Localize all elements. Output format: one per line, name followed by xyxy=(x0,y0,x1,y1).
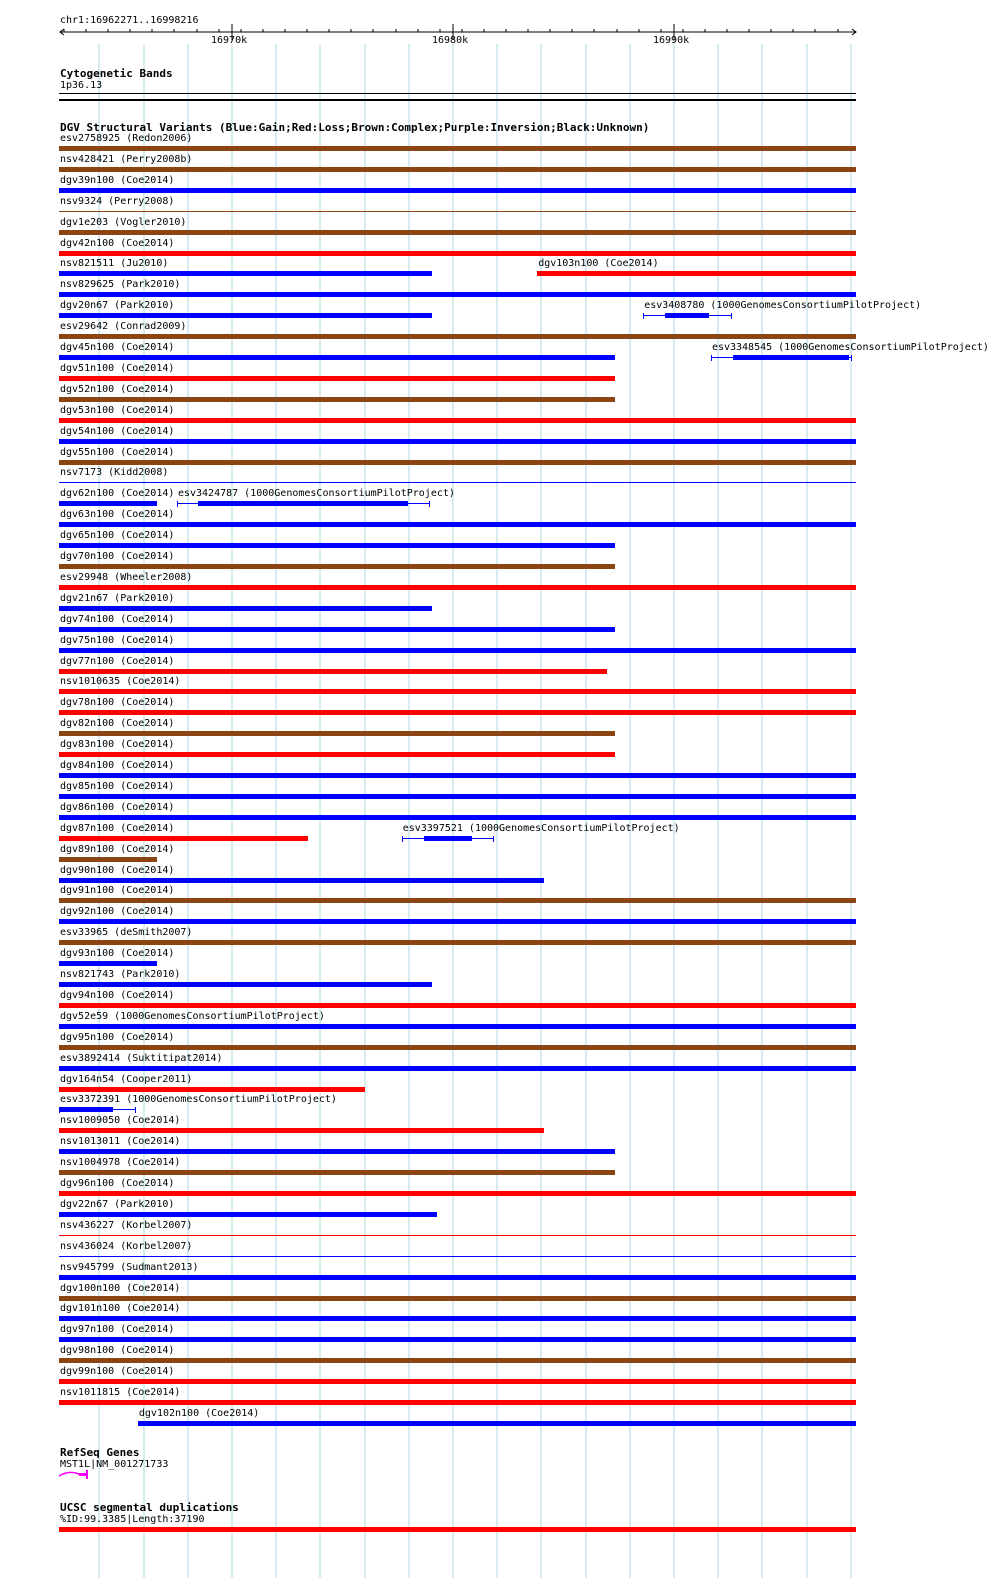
variant-bar-gain[interactable] xyxy=(59,878,544,883)
variant-label[interactable]: dgv42n100 (Coe2014) xyxy=(60,238,175,249)
variant-bar-complex[interactable] xyxy=(59,1358,856,1363)
variant-bar-loss[interactable] xyxy=(59,710,856,715)
variant-label[interactable]: dgv52n100 (Coe2014) xyxy=(60,384,175,395)
variant-label[interactable]: dgv84n100 (Coe2014) xyxy=(60,760,175,771)
variant-bar-loss[interactable] xyxy=(59,585,856,590)
variant-bar-gain[interactable] xyxy=(59,1107,113,1112)
variant-label[interactable]: dgv85n100 (Coe2014) xyxy=(60,781,175,792)
variant-label[interactable]: nsv1010635 (Coe2014) xyxy=(60,676,181,687)
variant-bar-loss[interactable] xyxy=(59,669,607,674)
variant-label[interactable]: nsv829625 (Park2010) xyxy=(60,279,181,290)
variant-bar-complex[interactable] xyxy=(59,146,856,151)
tick-label-16970k: 16970k xyxy=(211,35,248,46)
variant-label[interactable]: esv3397521 (1000GenomesConsortiumPilotProject) xyxy=(402,823,680,834)
variant-label[interactable]: nsv9324 (Perry2008) xyxy=(60,196,175,207)
variant-label[interactable]: esv3892414 (Suktitipat2014) xyxy=(60,1053,223,1064)
variant-bar-gain-start-cap xyxy=(643,313,644,319)
variant-bar-complex[interactable] xyxy=(59,211,856,212)
variant-label[interactable]: esv29948 (Wheeler2008) xyxy=(60,572,193,583)
variant-label[interactable]: dgv51n100 (Coe2014) xyxy=(60,363,175,374)
variant-bar-complex[interactable] xyxy=(59,334,856,339)
variant-label[interactable]: nsv7173 (Kidd2008) xyxy=(60,467,169,478)
tick-label-16980k: 16980k xyxy=(432,35,469,46)
variant-label[interactable]: dgv78n100 (Coe2014) xyxy=(60,697,175,708)
variant-bar-gain[interactable] xyxy=(59,773,856,778)
variant-bar-gain[interactable] xyxy=(59,1066,856,1071)
variant-bar-gain[interactable] xyxy=(59,1316,856,1321)
variant-bar-loss[interactable] xyxy=(59,376,615,381)
variant-label[interactable]: dgv102n100 (Coe2014) xyxy=(138,1408,260,1419)
variant-label[interactable]: dgv20n67 (Park2010) xyxy=(60,300,175,311)
variant-bar-complex[interactable] xyxy=(59,857,157,862)
variant-label[interactable]: dgv52e59 (1000GenomesConsortiumPilotProject) xyxy=(60,1011,325,1022)
variant-bar-gain[interactable] xyxy=(59,1256,856,1257)
variant-bar-gain[interactable] xyxy=(59,1212,437,1217)
cytoband-bar-top xyxy=(59,93,856,94)
variant-bar-complex[interactable] xyxy=(59,898,856,903)
variant-label[interactable]: dgv93n100 (Coe2014) xyxy=(60,948,175,959)
variant-label[interactable]: nsv1013011 (Coe2014) xyxy=(60,1136,181,1147)
variant-label[interactable]: esv33965 (deSmith2007) xyxy=(60,927,193,938)
variant-label[interactable]: dgv94n100 (Coe2014) xyxy=(60,990,175,1001)
variant-bar-gain[interactable] xyxy=(665,313,710,318)
variant-bar-gain[interactable] xyxy=(59,271,432,276)
variant-label[interactable]: dgv45n100 (Coe2014) xyxy=(60,342,175,353)
variant-bar-gain[interactable] xyxy=(59,543,615,548)
variant-bar-gain[interactable] xyxy=(59,606,432,611)
variant-label[interactable]: dgv53n100 (Coe2014) xyxy=(60,405,175,416)
variant-bar-gain-end-cap xyxy=(429,501,430,507)
variant-bar-gain-start-cap xyxy=(177,501,178,507)
variant-bar-gain[interactable] xyxy=(424,836,472,841)
variant-bar-loss[interactable] xyxy=(59,1379,856,1384)
variant-bar-loss[interactable] xyxy=(59,689,856,694)
variant-label[interactable]: nsv436024 (Korbel2007) xyxy=(60,1241,193,1252)
segdup-bar[interactable] xyxy=(59,1527,856,1532)
variant-bar-gain-start-cap xyxy=(402,836,403,842)
variant-bar-gain[interactable] xyxy=(59,1149,615,1154)
variant-label[interactable]: dgv21n67 (Park2010) xyxy=(60,593,175,604)
variant-label[interactable]: dgv1e203 (Vogler2010) xyxy=(60,217,187,228)
variant-label[interactable]: esv2758925 (Redon2006) xyxy=(60,133,193,144)
variant-label[interactable]: esv3348545 (1000GenomesConsortiumPilotProject) xyxy=(711,342,989,353)
variant-label[interactable]: dgv164n54 (Cooper2011) xyxy=(60,1074,193,1085)
variant-label[interactable]: dgv99n100 (Coe2014) xyxy=(60,1366,175,1377)
variant-bar-loss[interactable] xyxy=(59,1128,544,1133)
variant-label[interactable]: dgv89n100 (Coe2014) xyxy=(60,844,175,855)
variant-label[interactable]: dgv70n100 (Coe2014) xyxy=(60,551,175,562)
variant-bar-complex[interactable] xyxy=(59,1296,856,1301)
variant-bar-loss[interactable] xyxy=(59,1003,856,1008)
variant-bar-gain[interactable] xyxy=(59,292,856,297)
variant-label[interactable]: dgv82n100 (Coe2014) xyxy=(60,718,175,729)
variant-bar-gain[interactable] xyxy=(59,355,615,360)
variant-label[interactable]: dgv96n100 (Coe2014) xyxy=(60,1178,175,1189)
variant-label[interactable]: esv29642 (Conrad2009) xyxy=(60,321,187,332)
variant-bar-gain-start-cap xyxy=(711,355,712,361)
variant-label[interactable]: dgv100n100 (Coe2014) xyxy=(60,1283,181,1294)
variant-label[interactable]: nsv1011815 (Coe2014) xyxy=(60,1387,181,1398)
variant-label[interactable]: dgv77n100 (Coe2014) xyxy=(60,656,175,667)
variant-bar-complex[interactable] xyxy=(59,1045,856,1050)
variant-bar-complex[interactable] xyxy=(59,397,615,402)
variant-label[interactable]: dgv39n100 (Coe2014) xyxy=(60,175,175,186)
variant-bar-complex[interactable] xyxy=(59,460,856,465)
variant-label[interactable]: dgv91n100 (Coe2014) xyxy=(60,885,175,896)
variant-bar-gain-end-cap xyxy=(851,355,852,361)
variant-label[interactable]: nsv1004978 (Coe2014) xyxy=(60,1157,181,1168)
variant-label[interactable]: nsv821743 (Park2010) xyxy=(60,969,181,980)
variant-bar-loss[interactable] xyxy=(59,836,308,841)
variant-bar-gain[interactable] xyxy=(59,1024,856,1029)
variant-bar-complex[interactable] xyxy=(59,230,856,235)
variant-label[interactable]: dgv92n100 (Coe2014) xyxy=(60,906,175,917)
variant-bar-gain[interactable] xyxy=(59,982,432,987)
refseq-track-title[interactable]: RefSeq Genes xyxy=(60,1446,140,1459)
segdup-track-title[interactable]: UCSC segmental duplications xyxy=(60,1501,239,1514)
variant-label[interactable]: dgv87n100 (Coe2014) xyxy=(60,823,175,834)
ruler-position-label: chr1:16962271..16998216 xyxy=(60,15,199,26)
variant-label[interactable]: dgv86n100 (Coe2014) xyxy=(60,802,175,813)
variant-label[interactable]: esv3424787 (1000GenomesConsortiumPilotProject) xyxy=(177,488,455,499)
variant-bar-gain[interactable] xyxy=(59,648,856,653)
variant-bar-gain[interactable] xyxy=(59,313,432,318)
variant-label[interactable]: dgv62n100 (Coe2014) xyxy=(60,488,175,499)
variant-bar-complex[interactable] xyxy=(59,1170,615,1175)
variant-label[interactable]: dgv83n100 (Coe2014) xyxy=(60,739,175,750)
variant-label[interactable]: nsv1009050 (Coe2014) xyxy=(60,1115,181,1126)
variant-label[interactable]: dgv101n100 (Coe2014) xyxy=(60,1303,181,1314)
variant-bar-gain[interactable] xyxy=(59,794,856,799)
variant-label[interactable]: dgv95n100 (Coe2014) xyxy=(60,1032,175,1043)
variant-bar-loss[interactable] xyxy=(59,752,615,757)
variant-label[interactable]: dgv103n100 (Coe2014) xyxy=(538,258,659,269)
variant-label[interactable]: dgv75n100 (Coe2014) xyxy=(60,635,175,646)
variant-label[interactable]: nsv821511 (Ju2010) xyxy=(60,258,169,269)
variant-bar-gain[interactable] xyxy=(59,815,856,820)
variant-bar-gain[interactable] xyxy=(59,1275,856,1280)
variant-bar-gain[interactable] xyxy=(59,627,615,632)
variant-bar-gain[interactable] xyxy=(59,919,856,924)
dgv-track-title[interactable]: DGV Structural Variants (Blue:Gain;Red:Loss;Brown:Complex;Purple:Inversion;Black:Unknown) xyxy=(60,121,650,134)
refseq-gene-glyph[interactable] xyxy=(55,1468,105,1482)
variant-bar-gain[interactable] xyxy=(59,439,856,444)
variant-label[interactable]: dgv74n100 (Coe2014) xyxy=(60,614,175,625)
variant-label[interactable]: esv3408780 (1000GenomesConsortiumPilotProject) xyxy=(644,300,922,311)
variant-label[interactable]: nsv428421 (Perry2008b) xyxy=(60,154,193,165)
variant-bar-loss[interactable] xyxy=(59,1191,856,1196)
variant-label[interactable]: dgv65n100 (Coe2014) xyxy=(60,530,175,541)
variant-label[interactable]: nsv945799 (Sudmant2013) xyxy=(60,1262,199,1273)
cytoband-bar-bottom xyxy=(59,99,856,101)
variant-bar-gain[interactable] xyxy=(733,355,849,360)
variant-bar-loss[interactable] xyxy=(59,1087,365,1092)
variant-bar-gain-end-cap xyxy=(493,836,494,842)
variant-bar-gain-end-cap xyxy=(731,313,732,319)
variant-label[interactable]: dgv97n100 (Coe2014) xyxy=(60,1324,175,1335)
variant-bar-gain-end-cap xyxy=(135,1107,136,1113)
variant-bar-gain[interactable] xyxy=(59,188,856,193)
variant-bar-gain[interactable] xyxy=(59,501,157,506)
variant-label[interactable]: esv3372391 (1000GenomesConsortiumPilotProject) xyxy=(60,1094,337,1105)
variant-bar-gain[interactable] xyxy=(198,501,408,506)
cytoband-track-title[interactable]: Cytogenetic Bands xyxy=(60,67,173,80)
variant-bar-loss[interactable] xyxy=(537,271,856,276)
cytoband-label: 1p36.13 xyxy=(60,80,103,91)
variant-bar-gain[interactable] xyxy=(59,961,157,966)
tick-label-16990k: 16990k xyxy=(653,35,690,46)
variant-label[interactable]: dgv55n100 (Coe2014) xyxy=(60,447,175,458)
variant-bar-complex[interactable] xyxy=(59,940,856,945)
variant-bar-gain[interactable] xyxy=(59,1337,856,1342)
variant-bar-gain[interactable] xyxy=(59,482,856,483)
variant-bar-complex[interactable] xyxy=(59,167,856,172)
variant-label[interactable]: dgv22n67 (Park2010) xyxy=(60,1199,175,1210)
variant-label[interactable]: nsv436227 (Korbel2007) xyxy=(60,1220,193,1231)
variant-bar-gain[interactable] xyxy=(59,522,856,527)
refseq-gene-label[interactable]: MST1L|NM_001271733 xyxy=(60,1459,169,1470)
variant-bar-loss[interactable] xyxy=(59,251,856,256)
variant-label[interactable]: dgv54n100 (Coe2014) xyxy=(60,426,175,437)
variant-bar-loss[interactable] xyxy=(59,418,856,423)
variant-label[interactable]: dgv90n100 (Coe2014) xyxy=(60,865,175,876)
variant-label[interactable]: dgv63n100 (Coe2014) xyxy=(60,509,175,520)
variant-bar-complex[interactable] xyxy=(59,564,615,569)
variant-bar-complex[interactable] xyxy=(59,731,615,736)
segdup-label: %ID:99.3385|Length:37190 xyxy=(60,1514,205,1525)
variant-bar-gain[interactable] xyxy=(138,1421,856,1426)
variant-bar-loss[interactable] xyxy=(59,1400,856,1405)
variant-label[interactable]: dgv98n100 (Coe2014) xyxy=(60,1345,175,1356)
variant-bar-loss[interactable] xyxy=(59,1235,856,1236)
